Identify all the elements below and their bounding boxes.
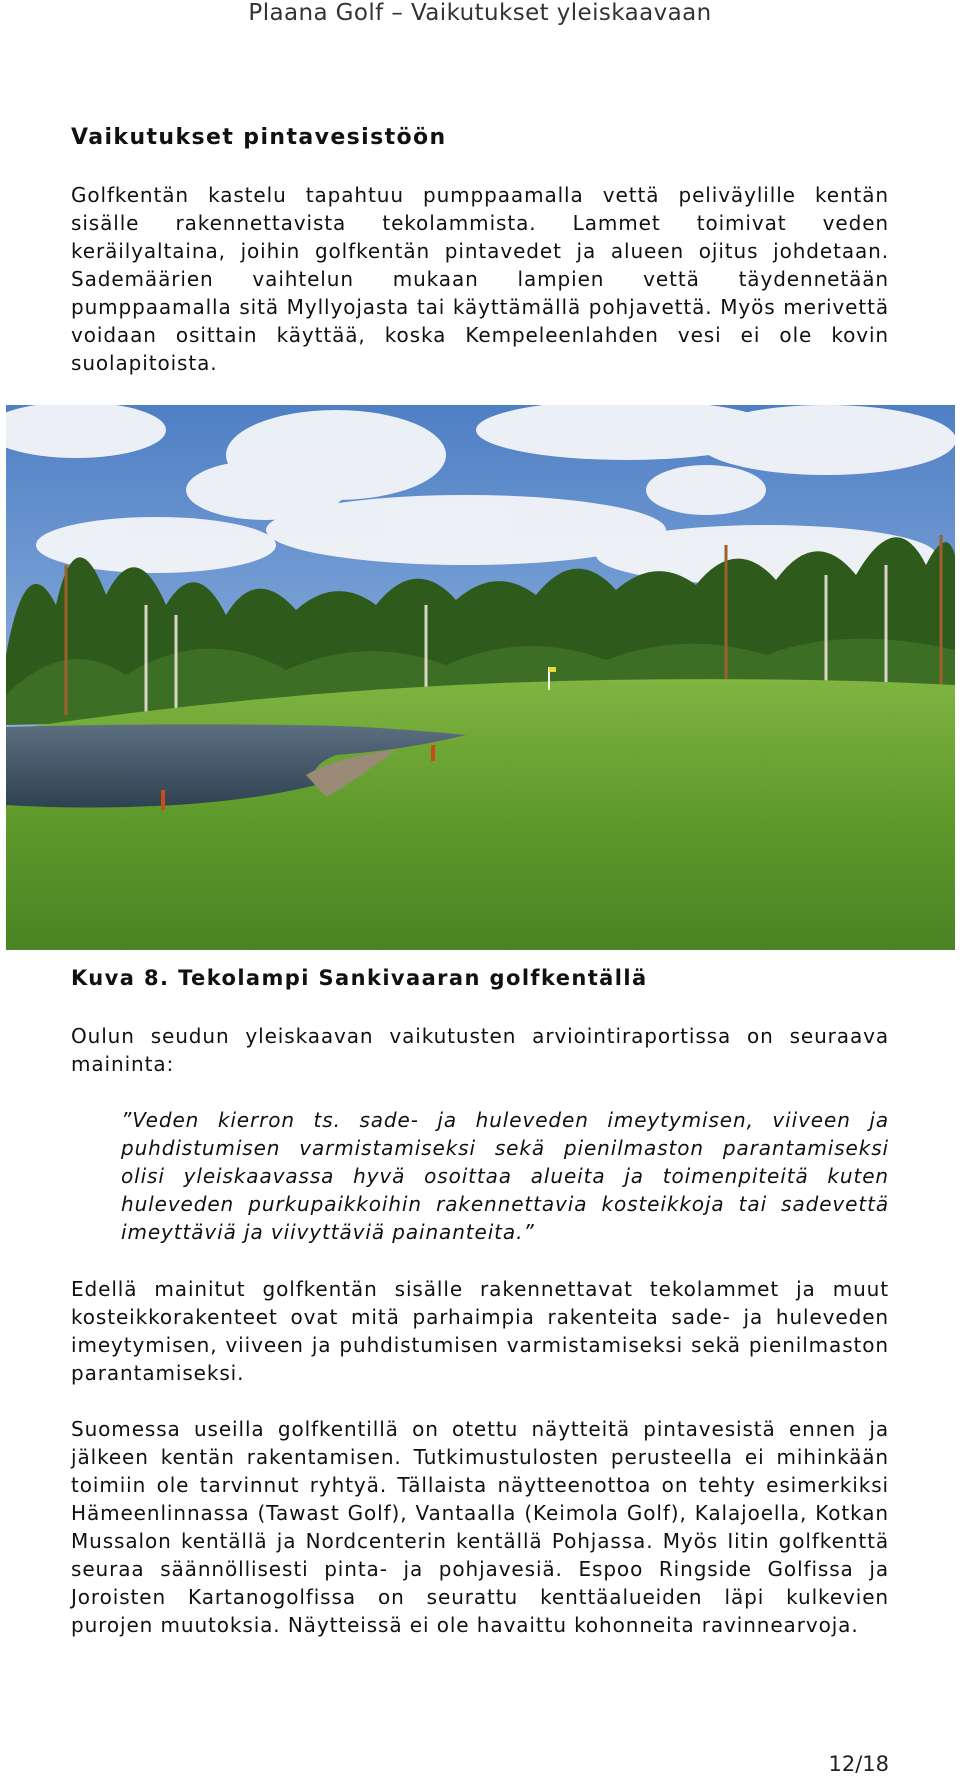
page-number: 12/18 <box>828 1752 889 1776</box>
paragraph-irrigation: Golfkentän kastelu tapahtuu pumppaamalla vettä peliväylille kentän sisälle rakennettavista tekolammista. Lammet toimivat veden keräilyaltaina, joihin golfkentän pintavedet ja alueen ojitus johdetaan. Sademäärien vaihtelun mukaan lampien vettä täydennetään pumppaamalla sitä Myllyojasta tai käyttämällä pohjavettä. Myös merivettä voidaan osittain käyttää, koska Kempeleenlahden vesi ei ole kovin suolapitoista. <box>71 183 889 375</box>
golf-course-photo <box>6 405 955 950</box>
paragraph-intro: Oulun seudun yleiskaavan vaikutusten arviointiraportissa on seuraava maininta: <box>71 1024 889 1076</box>
paragraph-wrap-1 <box>71 181 889 377</box>
intro-wrap <box>71 1022 889 1078</box>
block-quote: ”Veden kierron ts. sade- ja huleveden imeytymisen, viiveen ja puhdistumisen varmistamiseksi sekä pienilmaston parantamiseksi olisi yleiskaavassa hyvä osoittaa alueita ja toimenpiteitä kuten huleveden purkupaikkoihin rakennettavia kosteikkoja tai sadevettä imeyttäviä ja viivyttäviä painanteita.” <box>121 1108 889 1244</box>
paragraph-wrap-2 <box>71 1275 889 1387</box>
caption-wrap <box>71 966 889 990</box>
section-heading: Vaikutukset pintavesistöön <box>71 125 447 150</box>
paragraph-wetlands: Edellä mainitut golfkentän sisälle rakennettavat tekolammet ja muut kosteikkorakenteet ovat mitä parhaimpia rakenteita sade- ja huleveden imeytymisen, viiveen ja puhdistumisen varmistamiseksi sekä pienilmaston parantamiseksi. <box>71 1277 889 1385</box>
paragraph-wrap-3 <box>71 1415 889 1639</box>
paragraph-sampling: Suomessa useilla golfkentillä on otettu näytteitä pintavesistä ennen ja jälkeen kentän rakentamisen. Tutkimustulosten perusteella ei mihinkään toimiin ole tarvinnut ryhtyä. Tällaista näytteenottoa on tehty esimerkiksi Hämeenlinnassa (Tawast Golf), Vantaalla (Keimola Golf), Kalajoella, Kotkan Mussalon kentällä ja Nordcenterin kentällä Pohjassa. Myös Iitin golfkenttä seuraa säännöllisesti pinta- ja pohjavesiä. Espoo Ringside Golfissa ja Joroisten Kartanogolfissa on seurattu kenttäalueiden läpi kulkevien purojen muutoksia. Näytteissä ei ole havaittu kohonneita ravinnearvoja. <box>71 1417 889 1637</box>
section-heading-wrap <box>71 125 889 150</box>
figure-caption: Kuva 8. Tekolampi Sankivaaran golfkentällä <box>71 966 648 990</box>
page-header: Plaana Golf – Vaikutukset yleiskaavaan <box>248 0 712 26</box>
